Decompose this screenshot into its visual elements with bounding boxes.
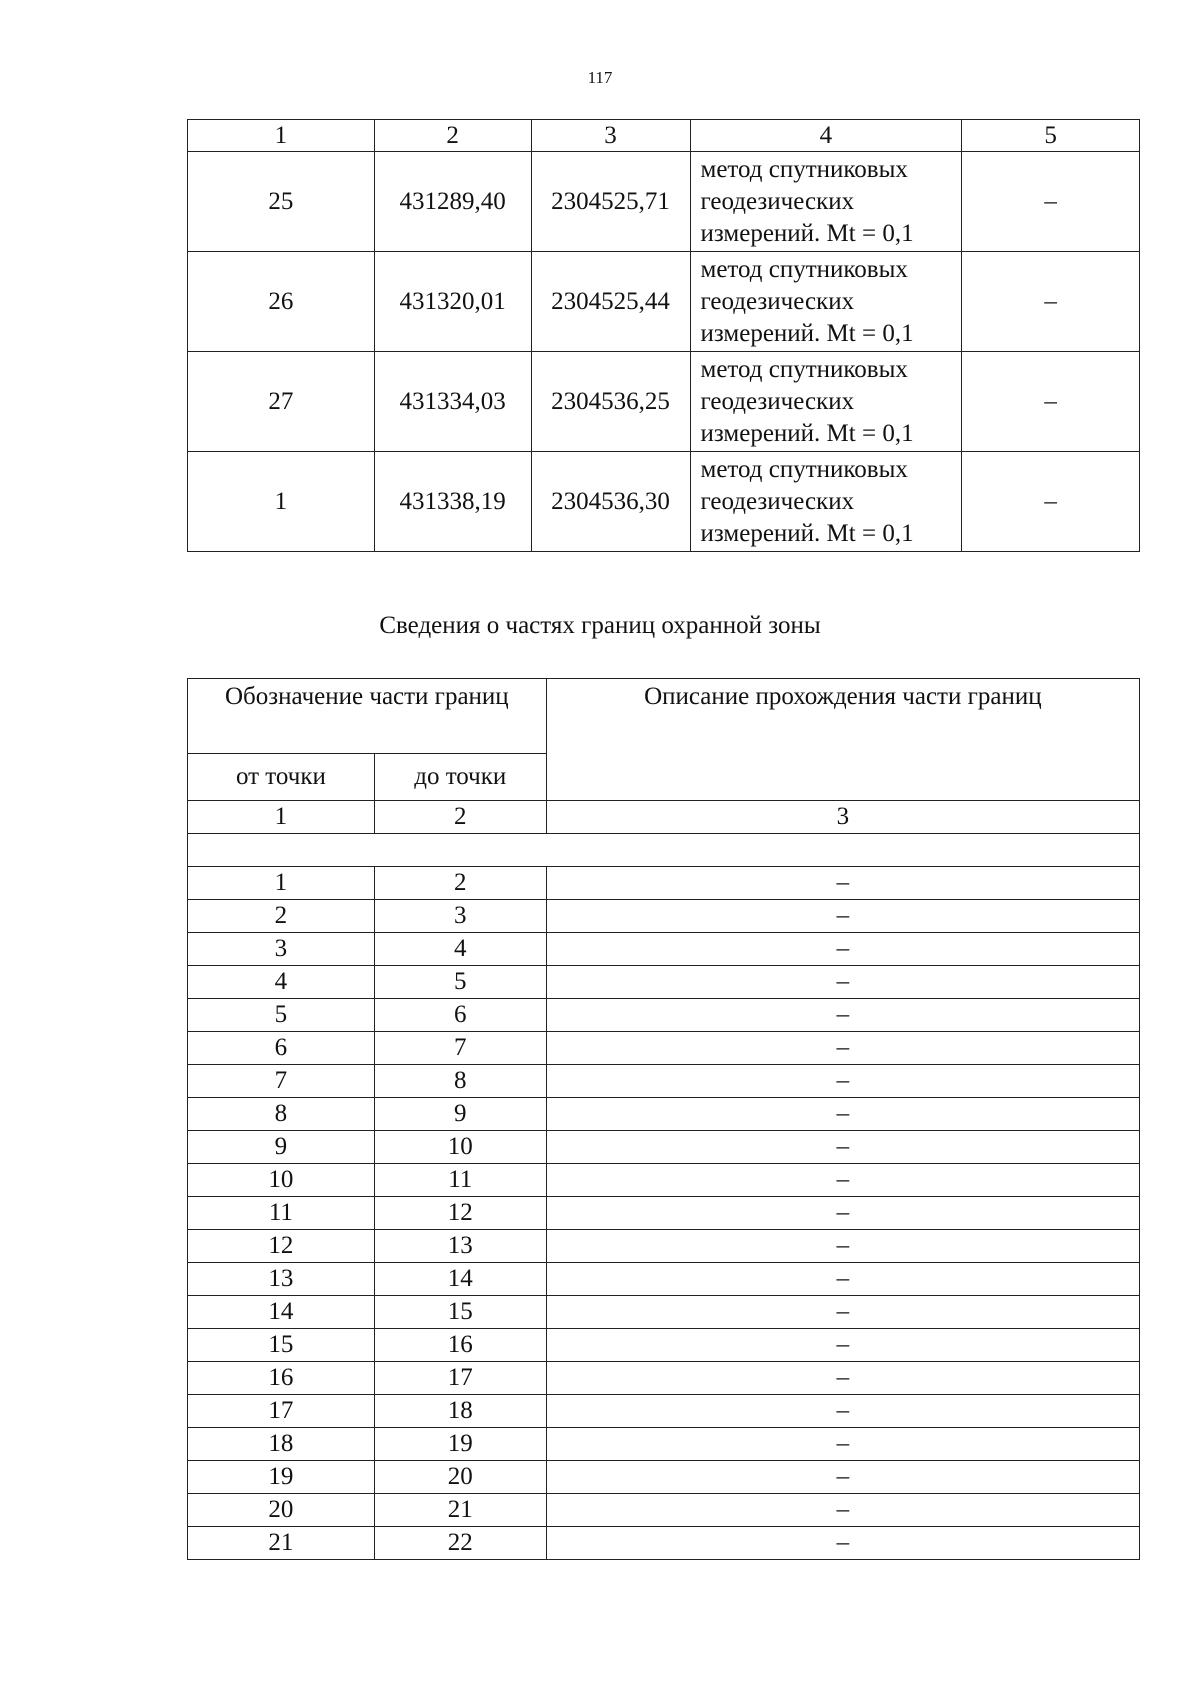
- description-cell: –: [546, 1296, 1139, 1329]
- blank-cell: [188, 834, 1140, 867]
- boundary-part-row: [188, 999, 1140, 1032]
- column-number-header: 4: [690, 120, 962, 152]
- from-point-cell: 15: [188, 1329, 375, 1362]
- description-cell: –: [546, 900, 1139, 933]
- to-point-cell: 13: [374, 1230, 546, 1263]
- description-cell: –: [546, 1461, 1139, 1494]
- description-cell: –: [546, 1197, 1139, 1230]
- method-line: измерений. Mt = 0,1: [700, 419, 914, 447]
- from-point-cell: 11: [188, 1197, 375, 1230]
- description-cell: –: [546, 1428, 1139, 1461]
- column-number-header: 5: [962, 120, 1140, 152]
- to-point-cell: 12: [374, 1197, 546, 1230]
- from-point-cell: 4: [188, 966, 375, 999]
- boundary-part-row: [188, 933, 1140, 966]
- coordinates-table: [187, 119, 1140, 552]
- to-point-header: до точки: [374, 754, 546, 801]
- method-line: измерений. Mt = 0,1: [700, 519, 914, 547]
- from-point-cell: 7: [188, 1065, 375, 1098]
- description-cell: –: [546, 1131, 1139, 1164]
- method-line: измерений. Mt = 0,1: [700, 219, 914, 247]
- to-point-cell: 18: [374, 1395, 546, 1428]
- parts-header-row: [188, 679, 1140, 754]
- method-line: метод спутниковых: [700, 455, 908, 483]
- to-point-cell: 6: [374, 999, 546, 1032]
- boundary-part-row: [188, 1395, 1140, 1428]
- description-cell: –: [546, 1263, 1139, 1296]
- column-number-header: 3: [546, 801, 1139, 834]
- x-coordinate-cell: 431338,19: [374, 452, 531, 552]
- description-cell: –: [546, 1329, 1139, 1362]
- method-cell: [690, 352, 962, 452]
- description-cell: –: [546, 1032, 1139, 1065]
- from-point-cell: 21: [188, 1527, 375, 1560]
- x-coordinate-cell: 431334,03: [374, 352, 531, 452]
- point-cell: 25: [188, 152, 375, 252]
- note-cell: –: [962, 452, 1140, 552]
- boundary-part-row: [188, 1263, 1140, 1296]
- description-cell: –: [546, 1527, 1139, 1560]
- method-cell: [690, 152, 962, 252]
- designation-header: Обозначение части границ: [188, 679, 547, 754]
- note-cell: –: [962, 152, 1140, 252]
- boundary-part-row: [188, 1131, 1140, 1164]
- boundary-part-row: [188, 1461, 1140, 1494]
- from-point-cell: 1: [188, 867, 375, 900]
- from-point-cell: 6: [188, 1032, 375, 1065]
- from-point-cell: 13: [188, 1263, 375, 1296]
- to-point-cell: 14: [374, 1263, 546, 1296]
- boundary-part-row: [188, 1065, 1140, 1098]
- method-line: метод спутниковых: [700, 155, 908, 183]
- description-cell: –: [546, 1065, 1139, 1098]
- to-point-cell: 17: [374, 1362, 546, 1395]
- from-point-cell: 17: [188, 1395, 375, 1428]
- y-coordinate-cell: 2304525,71: [531, 152, 690, 252]
- from-point-cell: 14: [188, 1296, 375, 1329]
- to-point-cell: 2: [374, 867, 546, 900]
- method-line: геодезических: [700, 487, 855, 515]
- method-line: геодезических: [700, 187, 855, 215]
- note-cell: –: [962, 252, 1140, 352]
- page-number: 117: [587, 68, 613, 87]
- column-number-header: 3: [531, 120, 690, 152]
- boundary-parts-table: [187, 678, 1140, 1560]
- from-point-cell: 12: [188, 1230, 375, 1263]
- y-coordinate-cell: 2304536,30: [531, 452, 690, 552]
- boundary-part-row: [188, 867, 1140, 900]
- description-cell: –: [546, 966, 1139, 999]
- description-cell: –: [546, 1230, 1139, 1263]
- point-cell: 26: [188, 252, 375, 352]
- description-cell: –: [546, 867, 1139, 900]
- boundary-part-row: [188, 1329, 1140, 1362]
- boundary-part-row: [188, 1362, 1140, 1395]
- from-point-cell: 16: [188, 1362, 375, 1395]
- description-cell: –: [546, 1098, 1139, 1131]
- method-cell: [690, 252, 962, 352]
- to-point-cell: 15: [374, 1296, 546, 1329]
- to-point-cell: 9: [374, 1098, 546, 1131]
- from-point-header: от точки: [188, 754, 375, 801]
- boundary-part-row: [188, 1164, 1140, 1197]
- boundary-part-row: [188, 1296, 1140, 1329]
- section-title: Сведения о частях границ охранной зоны: [379, 612, 821, 639]
- boundary-part-row: [188, 1197, 1140, 1230]
- method-line: геодезических: [700, 387, 855, 415]
- boundary-part-row: [188, 1527, 1140, 1560]
- from-point-cell: 3: [188, 933, 375, 966]
- point-cell: 1: [188, 452, 375, 552]
- to-point-cell: 16: [374, 1329, 546, 1362]
- column-number-header: 2: [374, 120, 531, 152]
- boundary-part-row: [188, 1098, 1140, 1131]
- note-cell: –: [962, 352, 1140, 452]
- boundary-part-row: [188, 1494, 1140, 1527]
- point-cell: 27: [188, 352, 375, 452]
- to-point-cell: 3: [374, 900, 546, 933]
- method-line: измерений. Mt = 0,1: [700, 319, 914, 347]
- to-point-cell: 11: [374, 1164, 546, 1197]
- to-point-cell: 21: [374, 1494, 546, 1527]
- y-coordinate-cell: 2304525,44: [531, 252, 690, 352]
- to-point-cell: 10: [374, 1131, 546, 1164]
- column-number-header: 2: [374, 801, 546, 834]
- boundary-part-row: [188, 900, 1140, 933]
- method-cell: [690, 452, 962, 552]
- parts-column-numbers-row: [188, 801, 1140, 834]
- from-point-cell: 8: [188, 1098, 375, 1131]
- from-point-cell: 20: [188, 1494, 375, 1527]
- coordinates-header-row: [188, 120, 1140, 152]
- from-point-cell: 2: [188, 900, 375, 933]
- boundary-part-row: [188, 1230, 1140, 1263]
- to-point-cell: 7: [374, 1032, 546, 1065]
- x-coordinate-cell: 431289,40: [374, 152, 531, 252]
- x-coordinate-cell: 431320,01: [374, 252, 531, 352]
- to-point-cell: 4: [374, 933, 546, 966]
- blank-row: [188, 834, 1140, 867]
- method-line: геодезических: [700, 287, 855, 315]
- boundary-part-row: [188, 966, 1140, 999]
- description-cell: –: [546, 933, 1139, 966]
- description-cell: –: [546, 1494, 1139, 1527]
- to-point-cell: 22: [374, 1527, 546, 1560]
- coordinates-row: [188, 352, 1140, 452]
- from-point-cell: 9: [188, 1131, 375, 1164]
- y-coordinate-cell: 2304536,25: [531, 352, 690, 452]
- from-point-cell: 5: [188, 999, 375, 1032]
- to-point-cell: 19: [374, 1428, 546, 1461]
- boundary-part-row: [188, 1032, 1140, 1065]
- coordinates-row: [188, 252, 1140, 352]
- to-point-cell: 20: [374, 1461, 546, 1494]
- from-point-cell: 19: [188, 1461, 375, 1494]
- column-number-header: 1: [188, 801, 375, 834]
- boundary-part-row: [188, 1428, 1140, 1461]
- coordinates-row: [188, 452, 1140, 552]
- method-line: метод спутниковых: [700, 255, 908, 283]
- coordinates-row: [188, 152, 1140, 252]
- description-cell: –: [546, 1395, 1139, 1428]
- from-point-cell: 18: [188, 1428, 375, 1461]
- method-line: метод спутниковых: [700, 355, 908, 383]
- from-point-cell: 10: [188, 1164, 375, 1197]
- to-point-cell: 8: [374, 1065, 546, 1098]
- description-cell: –: [546, 1164, 1139, 1197]
- description-cell: –: [546, 1362, 1139, 1395]
- column-number-header: 1: [188, 120, 375, 152]
- to-point-cell: 5: [374, 966, 546, 999]
- description-header: Описание прохождения части границ: [546, 679, 1139, 801]
- description-cell: –: [546, 999, 1139, 1032]
